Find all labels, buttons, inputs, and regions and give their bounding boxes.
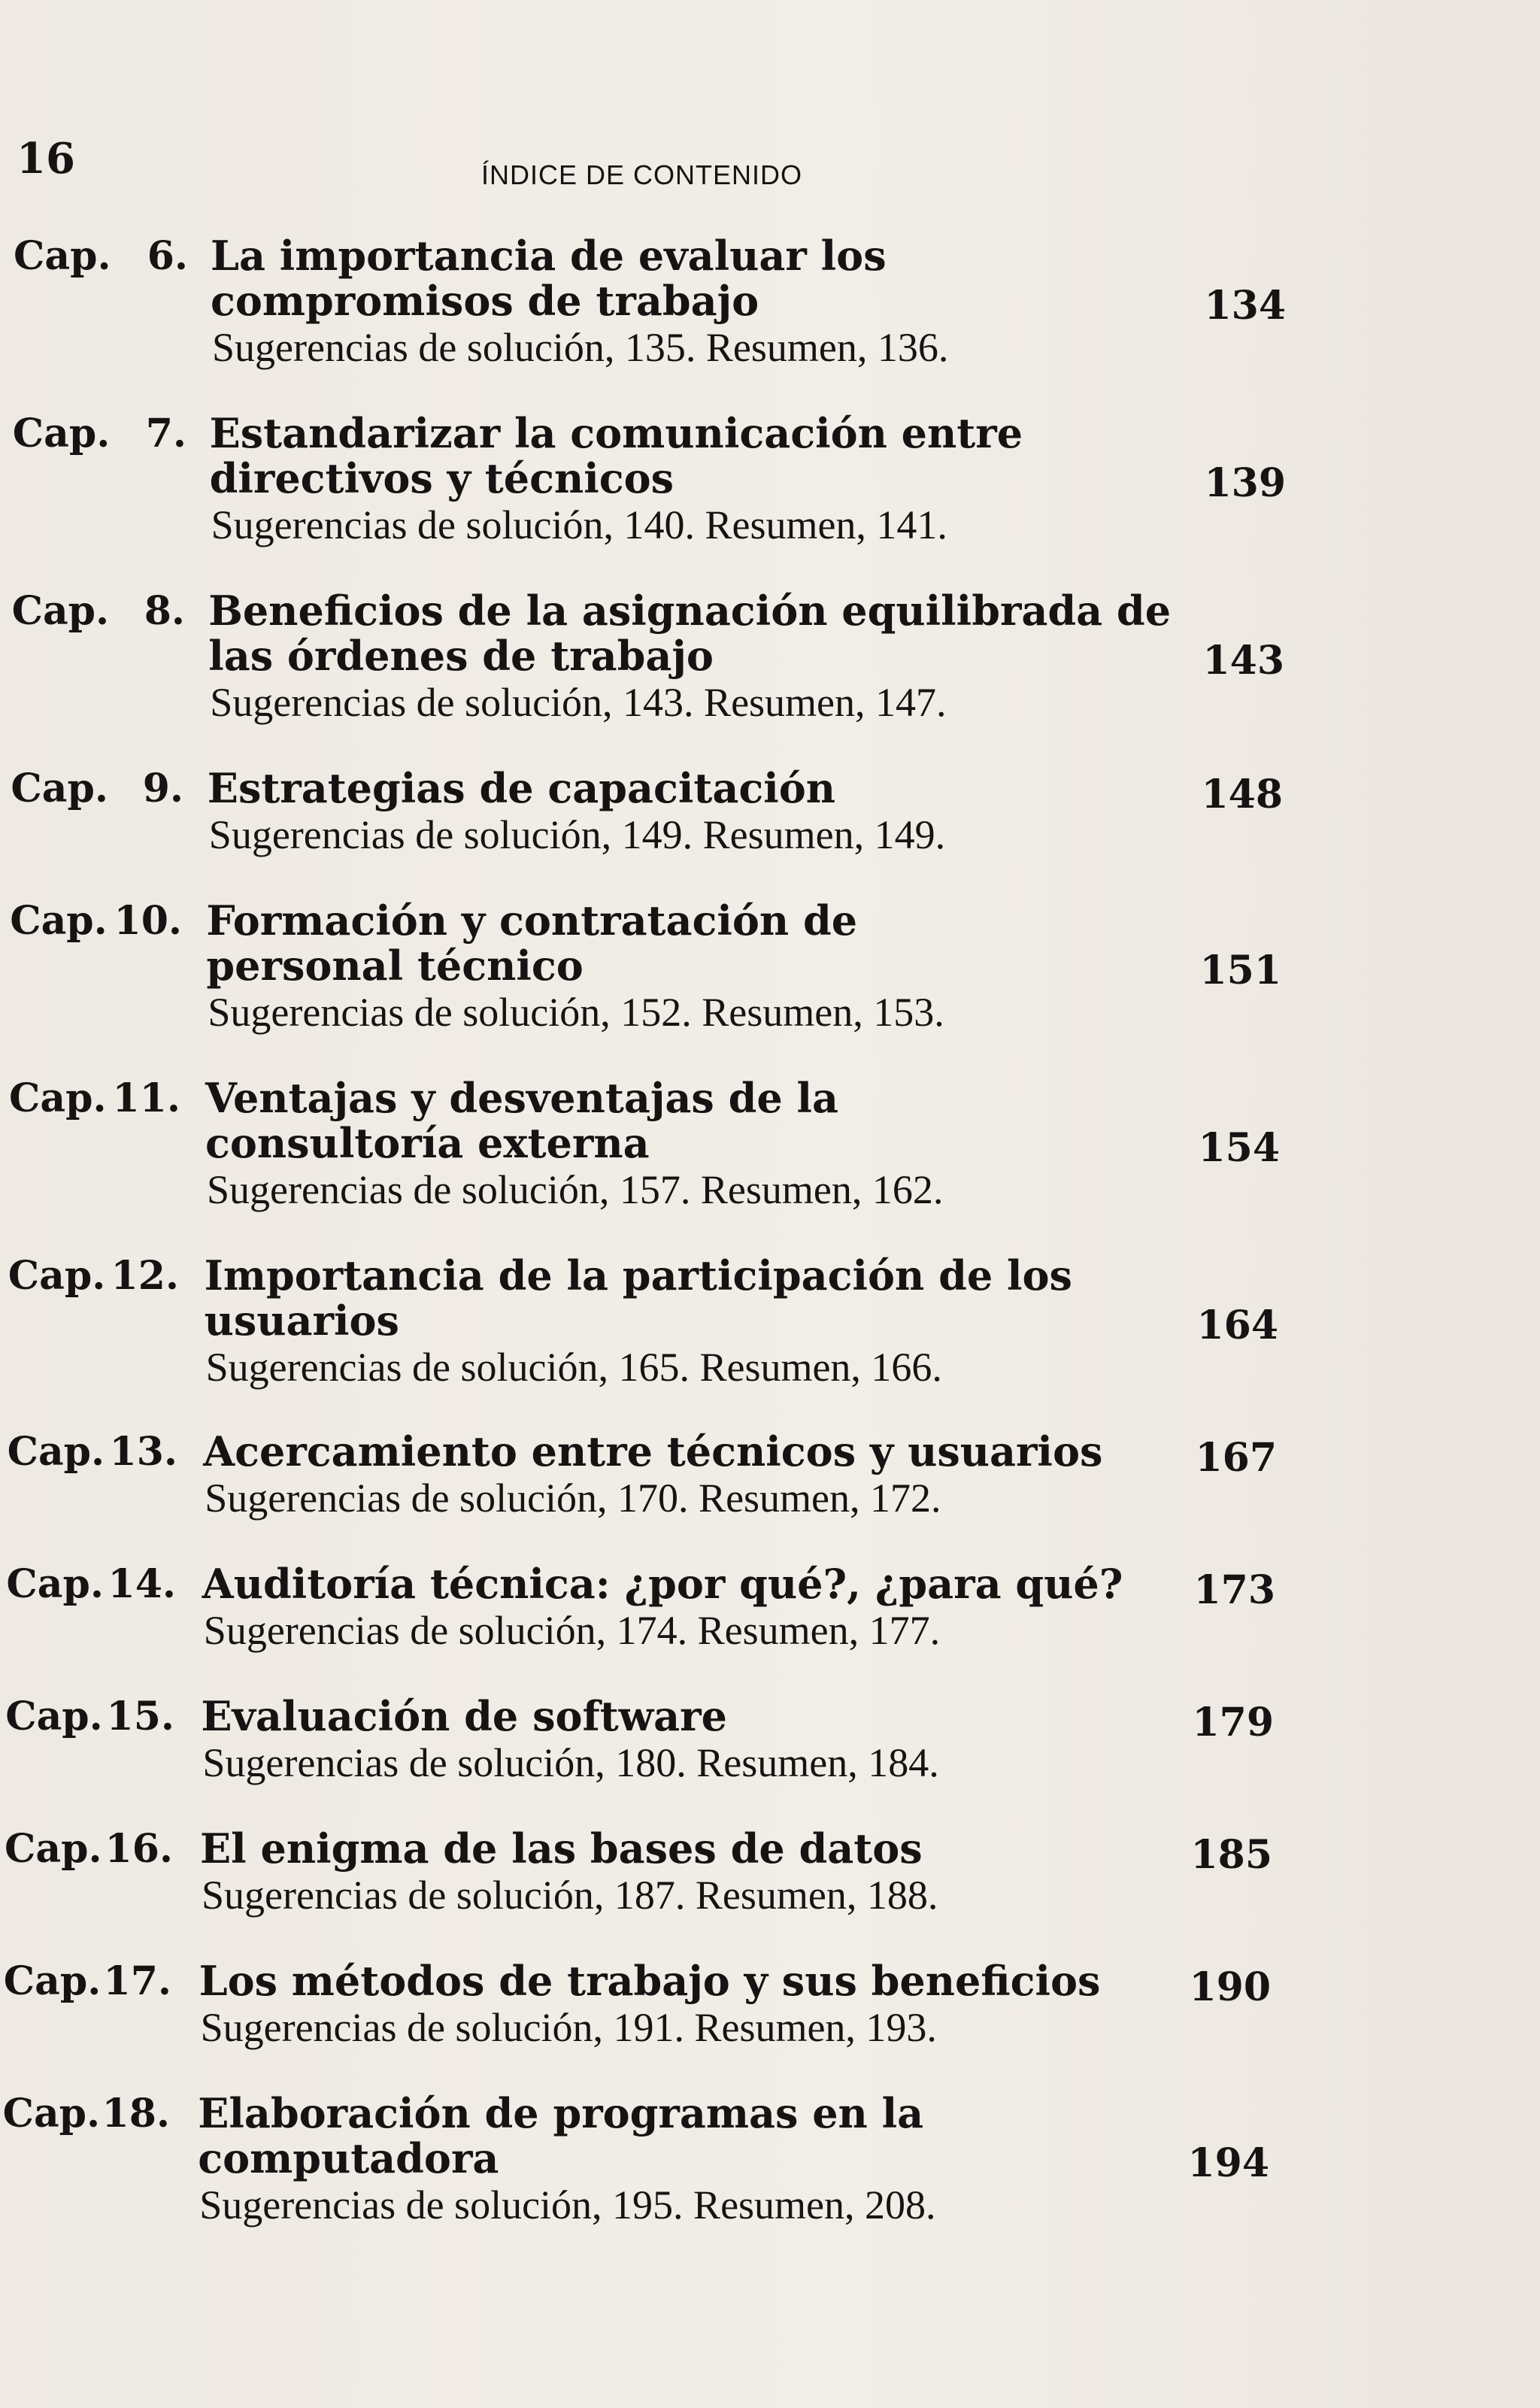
- chapter-page: 194: [1187, 2140, 1269, 2186]
- chapter-title: Los métodos de trabajo y sus beneficios: [199, 1957, 1101, 2005]
- chapter-page: 148: [1201, 772, 1283, 817]
- chapter-number: 12.: [111, 1253, 179, 1299]
- chapter-number: 7.: [145, 411, 186, 456]
- chapter-label: Cap.: [14, 233, 111, 279]
- chapter-title: El enigma de las bases de datos: [200, 1824, 923, 1873]
- chapter-label: Cap.: [9, 1075, 107, 1121]
- chapter-subentries: Sugerencias de solución, 140. Resumen, 141.: [211, 502, 947, 547]
- chapter-title: Estrategias de capacitación: [207, 764, 836, 812]
- chapter-number: 18.: [102, 2091, 170, 2137]
- chapter-label: Cap.: [8, 1253, 106, 1299]
- chapter-page: 154: [1198, 1125, 1280, 1171]
- chapter-title: Importancia de la participación de los usuarios: [204, 1251, 1072, 1345]
- chapter-label: Cap.: [11, 588, 110, 634]
- chapter-page: 167: [1195, 1435, 1277, 1481]
- chapter-subentries: Sugerencias de solución, 157. Resumen, 162.: [207, 1167, 944, 1212]
- chapter-label: Cap.: [5, 1826, 102, 1872]
- chapter-subentries: Sugerencias de solución, 180. Resumen, 184.: [202, 1740, 939, 1785]
- chapter-page: 164: [1196, 1303, 1278, 1348]
- chapter-title: Ventajas y desventajas de la consultoría externa: [205, 1074, 838, 1167]
- chapter-title: Estandarizar la comunicación entre directivos y técnicos: [209, 409, 1023, 502]
- chapter-subentries: Sugerencias de solución, 191. Resumen, 193.: [200, 2005, 937, 2050]
- running-head: ÍNDICE DE CONTENIDO: [481, 159, 803, 190]
- chapter-label: Cap.: [5, 1694, 103, 1739]
- chapter-page: 179: [1192, 1700, 1274, 1745]
- chapter-title: Acercamiento entre técnicos y usuarios: [203, 1427, 1103, 1475]
- chapter-label: Cap.: [11, 766, 108, 811]
- chapter-subentries: Sugerencias de solución, 174. Resumen, 177.: [203, 1608, 941, 1653]
- chapter-number: 9.: [142, 766, 183, 811]
- chapter-label: Cap.: [10, 898, 108, 944]
- chapter-page: 143: [1202, 638, 1284, 684]
- chapter-page: 173: [1193, 1567, 1275, 1613]
- chapter-number: 8.: [144, 588, 185, 634]
- chapter-number: 14.: [108, 1561, 176, 1607]
- chapter-page: 151: [1199, 948, 1281, 993]
- chapter-subentries: Sugerencias de solución, 170. Resumen, 172.: [205, 1475, 941, 1521]
- chapter-number: 15.: [106, 1694, 174, 1739]
- chapter-title: Beneficios de la asignación equilibrada de las órdenes de trabajo: [208, 587, 1172, 680]
- chapter-number: 10.: [114, 898, 182, 944]
- chapter-page: 139: [1204, 460, 1286, 506]
- chapter-page: 134: [1204, 283, 1286, 329]
- chapter-label: Cap.: [6, 1561, 104, 1607]
- chapter-subentries: Sugerencias de solución, 152. Resumen, 153.: [208, 990, 944, 1035]
- chapter-label: Cap.: [12, 411, 111, 456]
- chapter-label: Cap.: [7, 1429, 105, 1475]
- chapter-label: Cap.: [2, 2091, 101, 2137]
- page-number: 16: [17, 134, 75, 183]
- chapter-title: Auditoría técnica: ¿por qué?, ¿para qué?: [202, 1560, 1123, 1608]
- chapter-subentries: Sugerencias de solución, 195. Resumen, 208.: [199, 2182, 936, 2228]
- chapter-title: Formación y contratación de personal técnico: [206, 896, 858, 990]
- chapter-number: 6.: [147, 233, 188, 279]
- chapter-page: 185: [1190, 1832, 1272, 1878]
- chapter-subentries: Sugerencias de solución, 165. Resumen, 166.: [205, 1345, 942, 1390]
- chapter-label: Cap.: [3, 1958, 102, 2004]
- chapter-subentries: Sugerencias de solución, 135. Resumen, 136.: [212, 325, 949, 370]
- chapter-subentries: Sugerencias de solución, 149. Resumen, 149.: [208, 812, 946, 857]
- chapter-title: Elaboración de programas en la computadora: [198, 2089, 924, 2182]
- chapter-subentries: Sugerencias de solución, 143. Resumen, 147.: [210, 680, 947, 725]
- chapter-title: La importancia de evaluar los compromisos de trabajo: [211, 232, 887, 325]
- chapter-number: 11.: [112, 1075, 180, 1121]
- chapter-number: 17.: [103, 1958, 171, 2004]
- chapter-number: 16.: [105, 1826, 173, 1872]
- chapter-subentries: Sugerencias de solución, 187. Resumen, 188.: [202, 1873, 938, 1918]
- chapter-number: 13.: [109, 1429, 177, 1475]
- chapter-title: Evaluación de software: [201, 1692, 727, 1740]
- chapter-page: 190: [1189, 1964, 1271, 2010]
